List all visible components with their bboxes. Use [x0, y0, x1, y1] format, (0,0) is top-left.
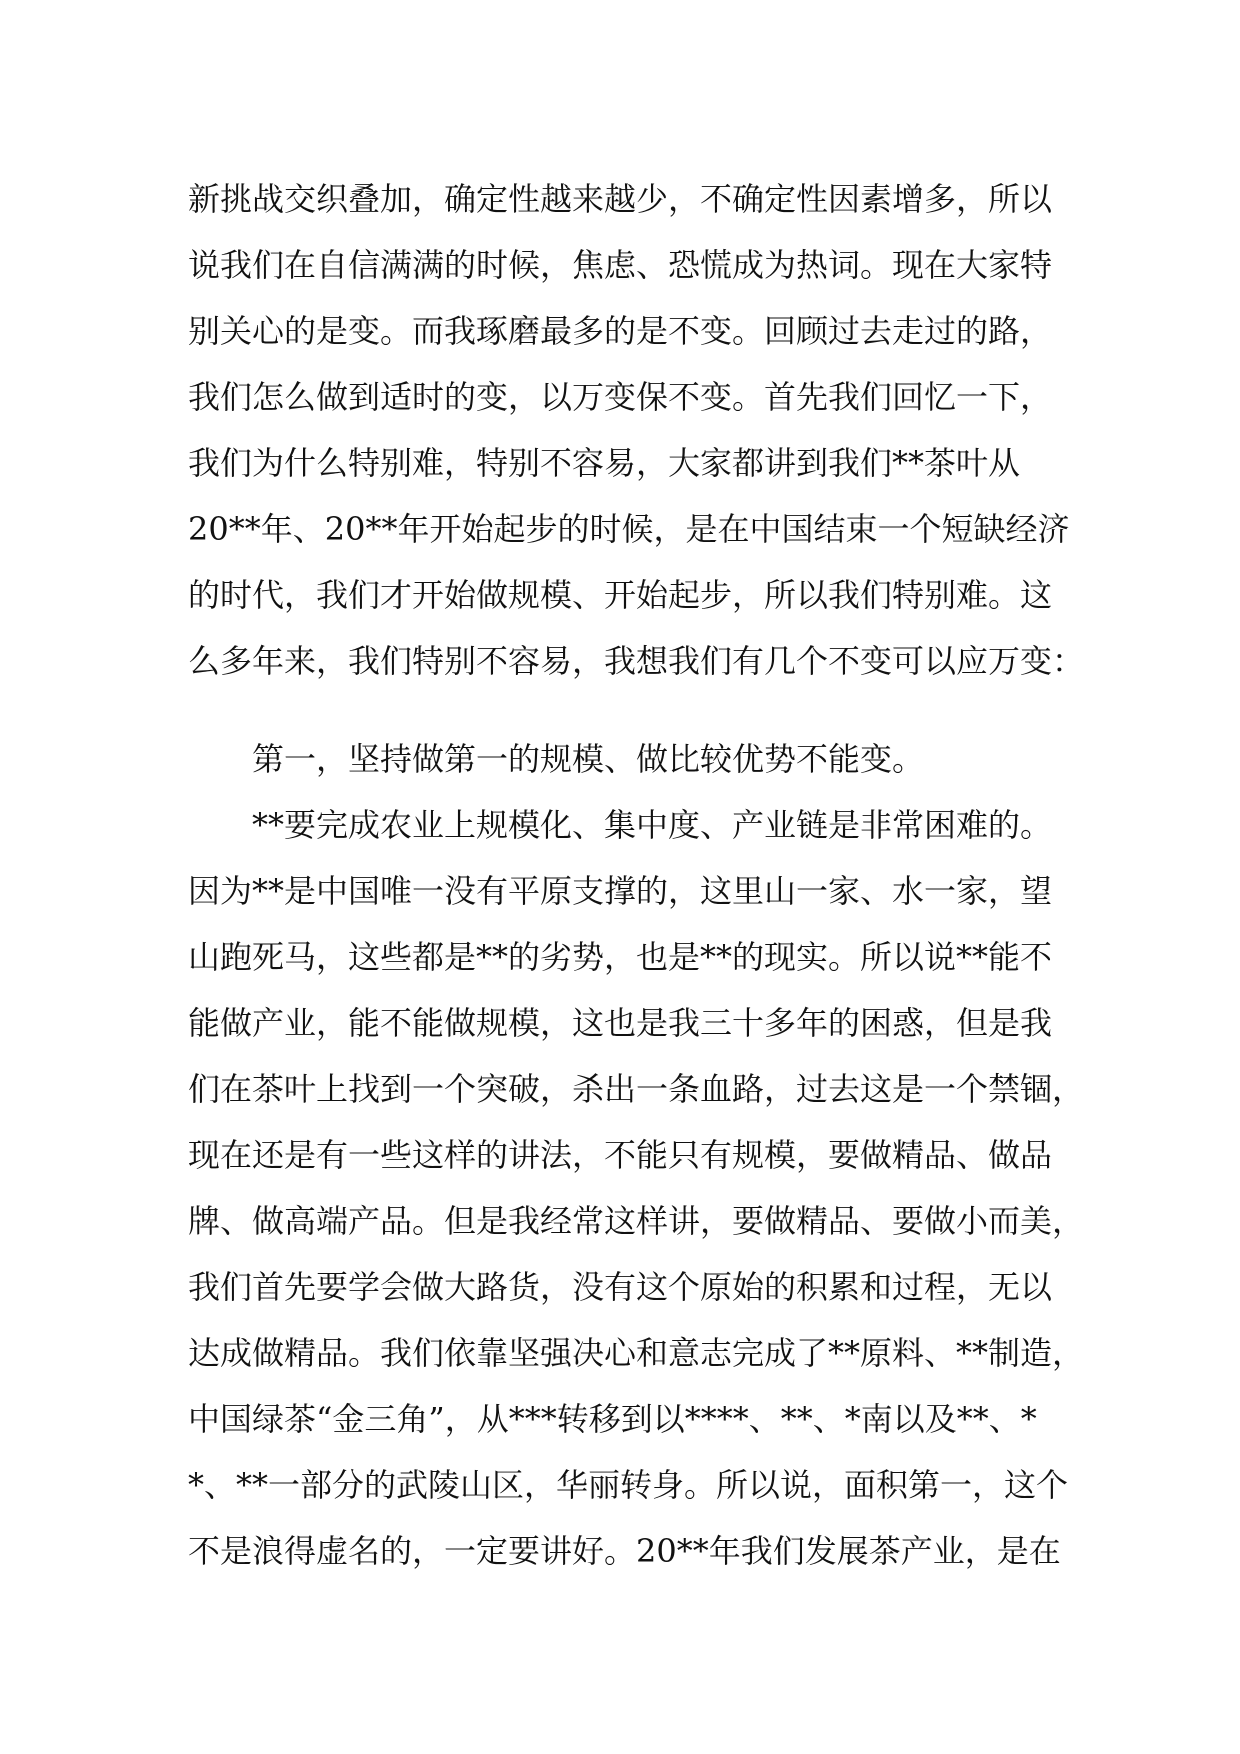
text-line: 山跑死马，这些都是**的劣势，也是**的现实。所以说**能不	[188, 938, 1053, 976]
text-line: 能做产业，能不能做规模，这也是我三十多年的困惑，但是我	[188, 1004, 1053, 1042]
text-line: 达成做精品。我们依靠坚强决心和意志完成了**原料、**制造，	[188, 1334, 1085, 1372]
text-line: 中国绿茶“金三角”，从***转移到以****、**、*南以及**、*	[188, 1400, 1037, 1438]
text-line: 我们为什么特别难，特别不容易，大家都讲到我们**茶叶从	[188, 444, 1021, 482]
section-heading: 第一，坚持做第一的规模、做比较优势不能变。	[252, 740, 925, 778]
text-line: 们在茶叶上找到一个突破，杀出一条血路，过去这是一个禁锢，	[188, 1070, 1085, 1108]
text-line: 现在还是有一些这样的讲法，不能只有规模，要做精品、做品	[188, 1136, 1053, 1174]
text-line: 因为**是中国唯一没有平原支撑的，这里山一家、水一家，望	[188, 872, 1053, 910]
text-line: 么多年来，我们特别不容易，我想我们有几个不变可以应万变：	[188, 642, 1085, 680]
text-line: 说我们在自信满满的时候，焦虑、恐慌成为热词。现在大家特	[188, 246, 1053, 284]
text-line: 20**年、20**年开始起步的时候，是在中国结束一个短缺经济	[188, 510, 1070, 548]
text-line: 新挑战交织叠加，确定性越来越少，不确定性因素增多，所以	[188, 180, 1053, 218]
text-line: 牌、做高端产品。但是我经常这样讲，要做精品、要做小而美，	[188, 1202, 1085, 1240]
paragraph-first-line: **要完成农业上规模化、集中度、产业链是非常困难的。	[252, 806, 1053, 844]
text-line: 我们怎么做到适时的变，以万变保不变。首先我们回忆一下，	[188, 378, 1053, 416]
text-line: 不是浪得虚名的，一定要讲好。20**年我们发展茶产业，是在	[188, 1532, 1061, 1570]
text-line: *、**一部分的武陵山区，华丽转身。所以说，面积第一，这个	[188, 1466, 1069, 1504]
text-line: 的时代，我们才开始做规模、开始起步，所以我们特别难。这	[188, 576, 1053, 614]
text-line: 我们首先要学会做大路货，没有这个原始的积累和过程，无以	[188, 1268, 1053, 1306]
body-text	[188, 166, 1088, 1584]
text-line: 别关心的是变。而我琢磨最多的是不变。回顾过去走过的路，	[188, 312, 1053, 350]
